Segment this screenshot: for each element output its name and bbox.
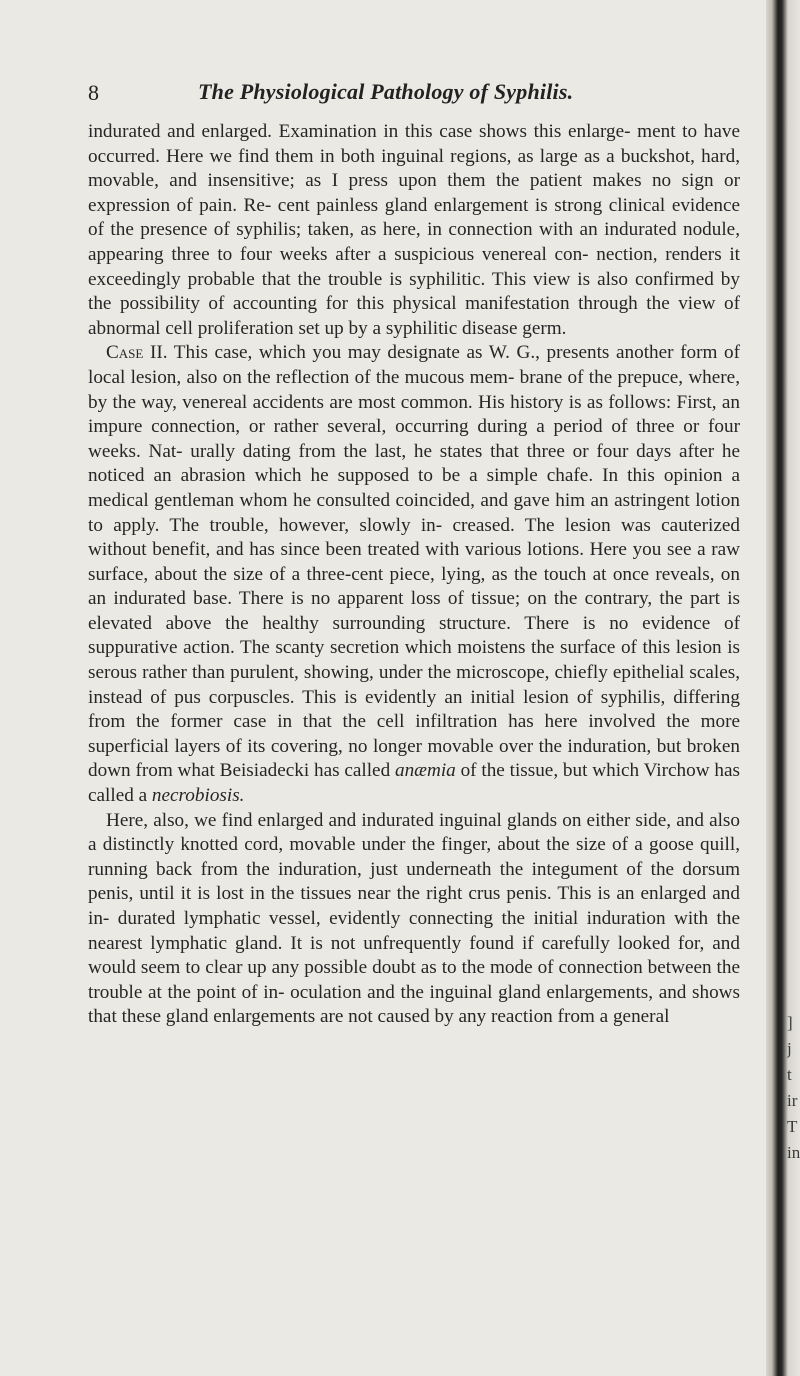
paragraph-2-text-b: of the tissue, but which Virchow has called a (88, 760, 740, 807)
edge-fragment: ] (787, 1013, 793, 1032)
paragraph-2 (88, 341, 740, 808)
paragraph-3: Here, also, we find enlarged and indurated inguinal glands on either side, and also a distinctly knotted cord, movable under the finger, about the size of a goose quill, running back from the induration, just underneath the integument of the dorsum penis, until it is lost in the tissues near the right crus penis. This is an enlarged and in- durated lymphatic vessel, evidently connecting the initial induration with the nearest lymphatic gland. It is not unfrequently found if carefully looked for, and would seem to clear up any possible doubt as to the mode of connection between the trouble at the point of in- oculation and the inguinal gland enlargements, and shows that these gland enlargements are not caused by any reaction from a general (88, 809, 740, 1028)
page-number: 8 (88, 80, 99, 105)
adjacent-page-fragments (787, 1010, 800, 1166)
case-heading: Case II. (106, 342, 168, 364)
edge-fragment: in (787, 1143, 800, 1162)
page-header (0, 80, 766, 110)
edge-fragment: ir (787, 1091, 798, 1110)
book-binding-edge (766, 0, 800, 1376)
paragraph-2-text-a: This case, which you may designate as W. G., presents another form of local lesion, also on the reflection of the mucous mem- brane of the prepuce, where, by the way, venereal accidents are most common. His history is as follows: First, an impure connection, or rather several, occurring during a period of three or four weeks. Nat- urally dating from the last, he states that three or four days after he noticed an abrasion which he supposed to be a simple chafe. In this opinion a medical gentleman whom he consulted coincided, and gave him an astringent lotion to apply. The trouble, however, slowly in- creased. The lesion was cauterized without benefit, and has since been treated with various lotions. Here you see a raw surface, about the size of a three-cent piece, lying, as the touch at once reveals, on an indurated base. There is no apparent loss of tissue; on the contrary, the part is elevated above the healthy surrounding structure. There is no evidence of suppurative action. The scanty secretion which moistens the surface of this lesion is serous rather than purulent, showing, under the microscope, chiefly epithelial scales, instead of pus corpuscles. This is evidently an initial lesion of syphilis, differing from the former case in that the cell infiltration has here involved the more superficial layers of its covering, no longer movable over the induration, but broken down from what Beisiadecki has called (88, 342, 741, 782)
body-text (88, 120, 740, 1030)
edge-fragment: t (787, 1065, 792, 1084)
running-head: The Physiological Pathology of Syphilis. (198, 79, 574, 104)
edge-fragment: T (787, 1117, 798, 1136)
term-necrobiosis: necrobiosis. (151, 785, 245, 807)
term-anaemia: anæmia (394, 760, 456, 782)
paragraph-1: indurated and enlarged. Examination in this case shows this enlarge- ment to have occurred. Here we find them in both inguinal regions, as large as a buckshot, hard, movable, and insensitive; as I press upon them the patient makes no sign or expression of pain. Re- cent painless gland enlargement is strong clinical evidence of the presence of syphilis; taken, as here, in connection with an indurated nodule, appearing three to four weeks after a suspicious venereal con- nection, renders it exceedingly probable that the trouble is syphilitic. This view is also confirmed by the possibility of accounting for this physical manifestation through the view of abnormal cell proliferation set up by a syphilitic disease germ. (88, 121, 740, 339)
edge-fragment: j (787, 1039, 792, 1058)
